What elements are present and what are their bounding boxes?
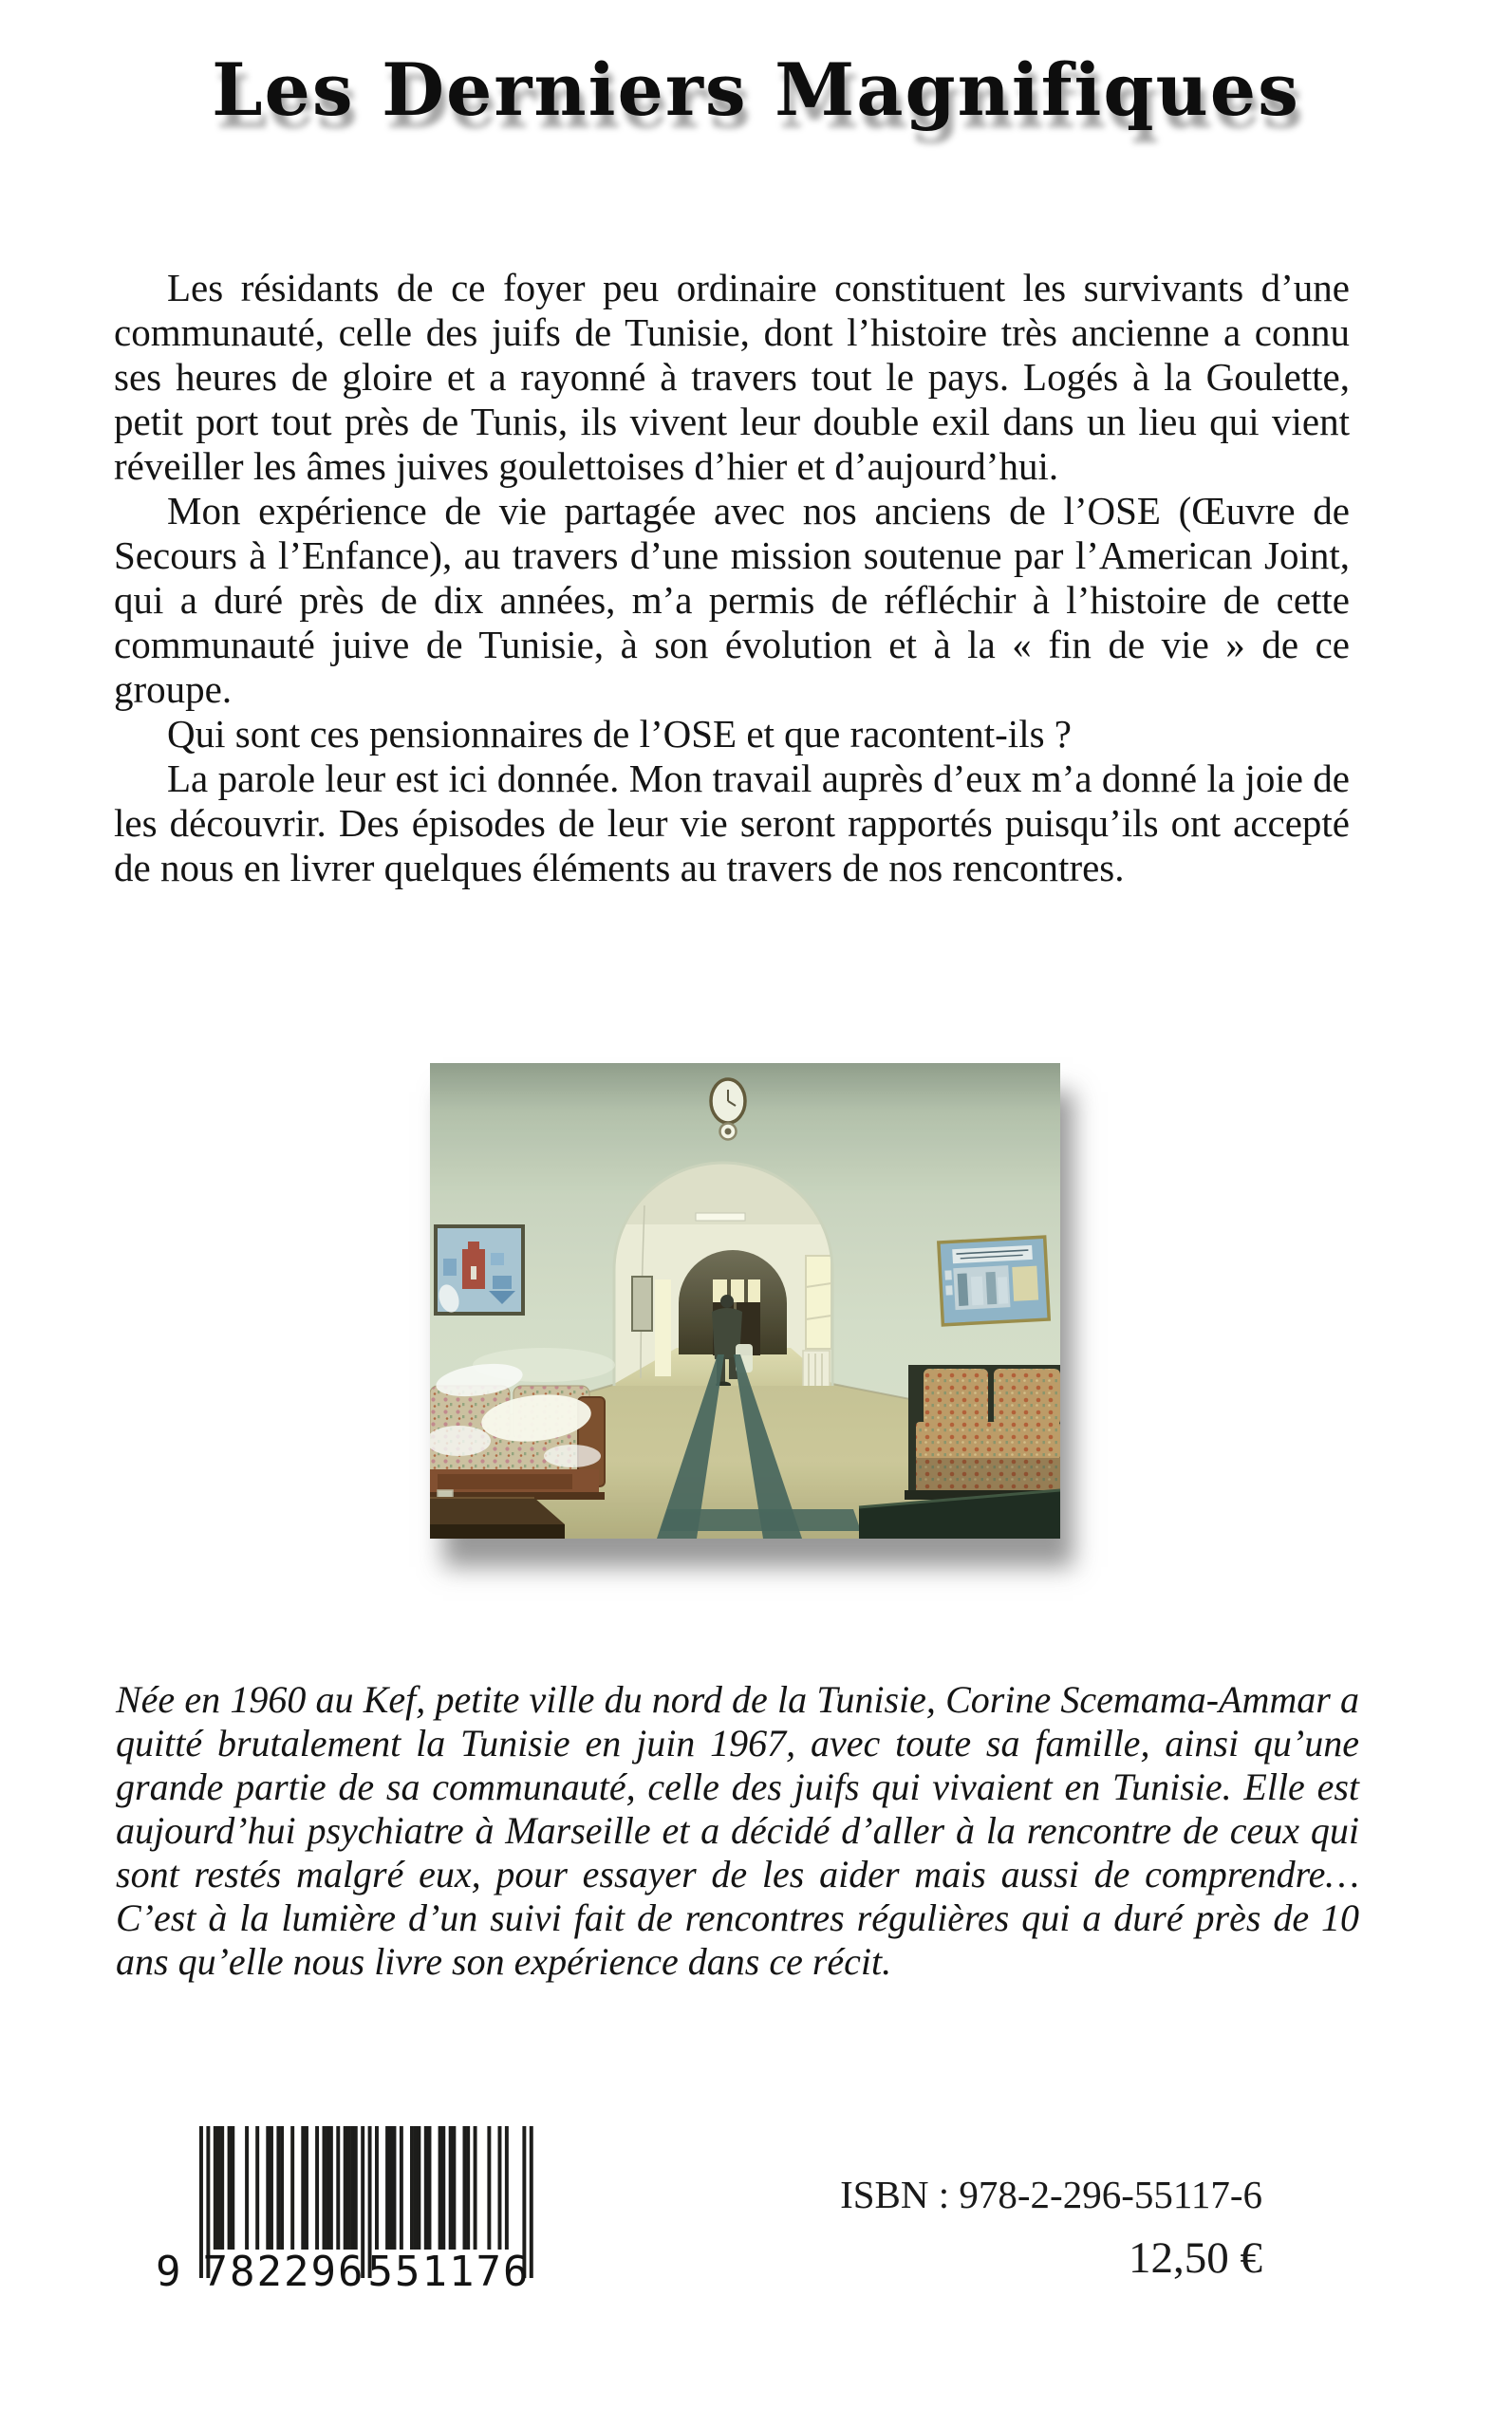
book-title: Les Derniers Magnifiques (212, 47, 1300, 132)
synopsis-paragraph-3: Qui sont ces pensionnaires de l’OSE et que racontent-ils ? (167, 712, 1072, 756)
svg-text:9: 9 (156, 2248, 183, 2291)
isbn-text: ISBN : 978-2-296-55117-6 (840, 2173, 1262, 2216)
synopsis-paragraph-4: La parole leur est ici donnée. Mon travail auprès d’eux m’a donné la joie de les découvrir. Des épisodes de leur vie seront rapportés puisqu’ils ont accepté de nous en livrer quelques éléments au travers de nos rencontres. (114, 756, 1350, 889)
svg-text:782296: 782296 (202, 2248, 365, 2291)
hallway-photo (430, 1063, 1060, 1539)
ean-barcode (142, 2122, 541, 2296)
svg-text:551176: 551176 (367, 2248, 531, 2291)
synopsis-paragraph-1: Les résidants de ce foyer peu ordinaire constituent les survivants d’une communauté, celle des juifs de Tunisie, dont l’histoire très ancienne a connu ses heures de gloire et a rayonné à travers tout le pays. Logés à la Goulette, petit port tout près de Tunis, ils vivent leur double exil dans un lieu qui vient réveiller les âmes juives goulettoises d’hier et d’aujourd’hui. (114, 266, 1350, 488)
photo-color-cast (430, 1063, 1060, 1539)
price-text: 12,50 € (1129, 2233, 1262, 2283)
synopsis-paragraph-2: Mon expérience de vie partagée avec nos anciens de l’OSE (Œuvre de Secours à l’Enfance), au travers d’une mission soutenue par l’American Joint, qui a duré près de dix années, m’a permis de réfléchir à l’histoire de cette communauté juive de Tunisie, à son évolution et à la « fin de vie » de ce groupe. (114, 489, 1350, 711)
synopsis (114, 266, 1350, 890)
author-bio: Née en 1960 au Kef, petite ville du nord de la Tunisie, Corine Scemama-Ammar a quitté brutalement la Tunisie en juin 1967, avec toute sa famille, ainsi qu’une grande partie de sa communauté, celle des juifs qui vivaient en Tunisie. Elle est aujourd’hui psychiatre à Marseille et a décidé d’aller à la rencontre de ceux qui sont restés malgré eux, pour essayer de les aider mais aussi de comprendre… C’est à la lumière d’un suivi fait de rencontres régulières qui a duré près de 10 ans qu’elle nous livre son expérience dans ce récit. (116, 1678, 1359, 1983)
